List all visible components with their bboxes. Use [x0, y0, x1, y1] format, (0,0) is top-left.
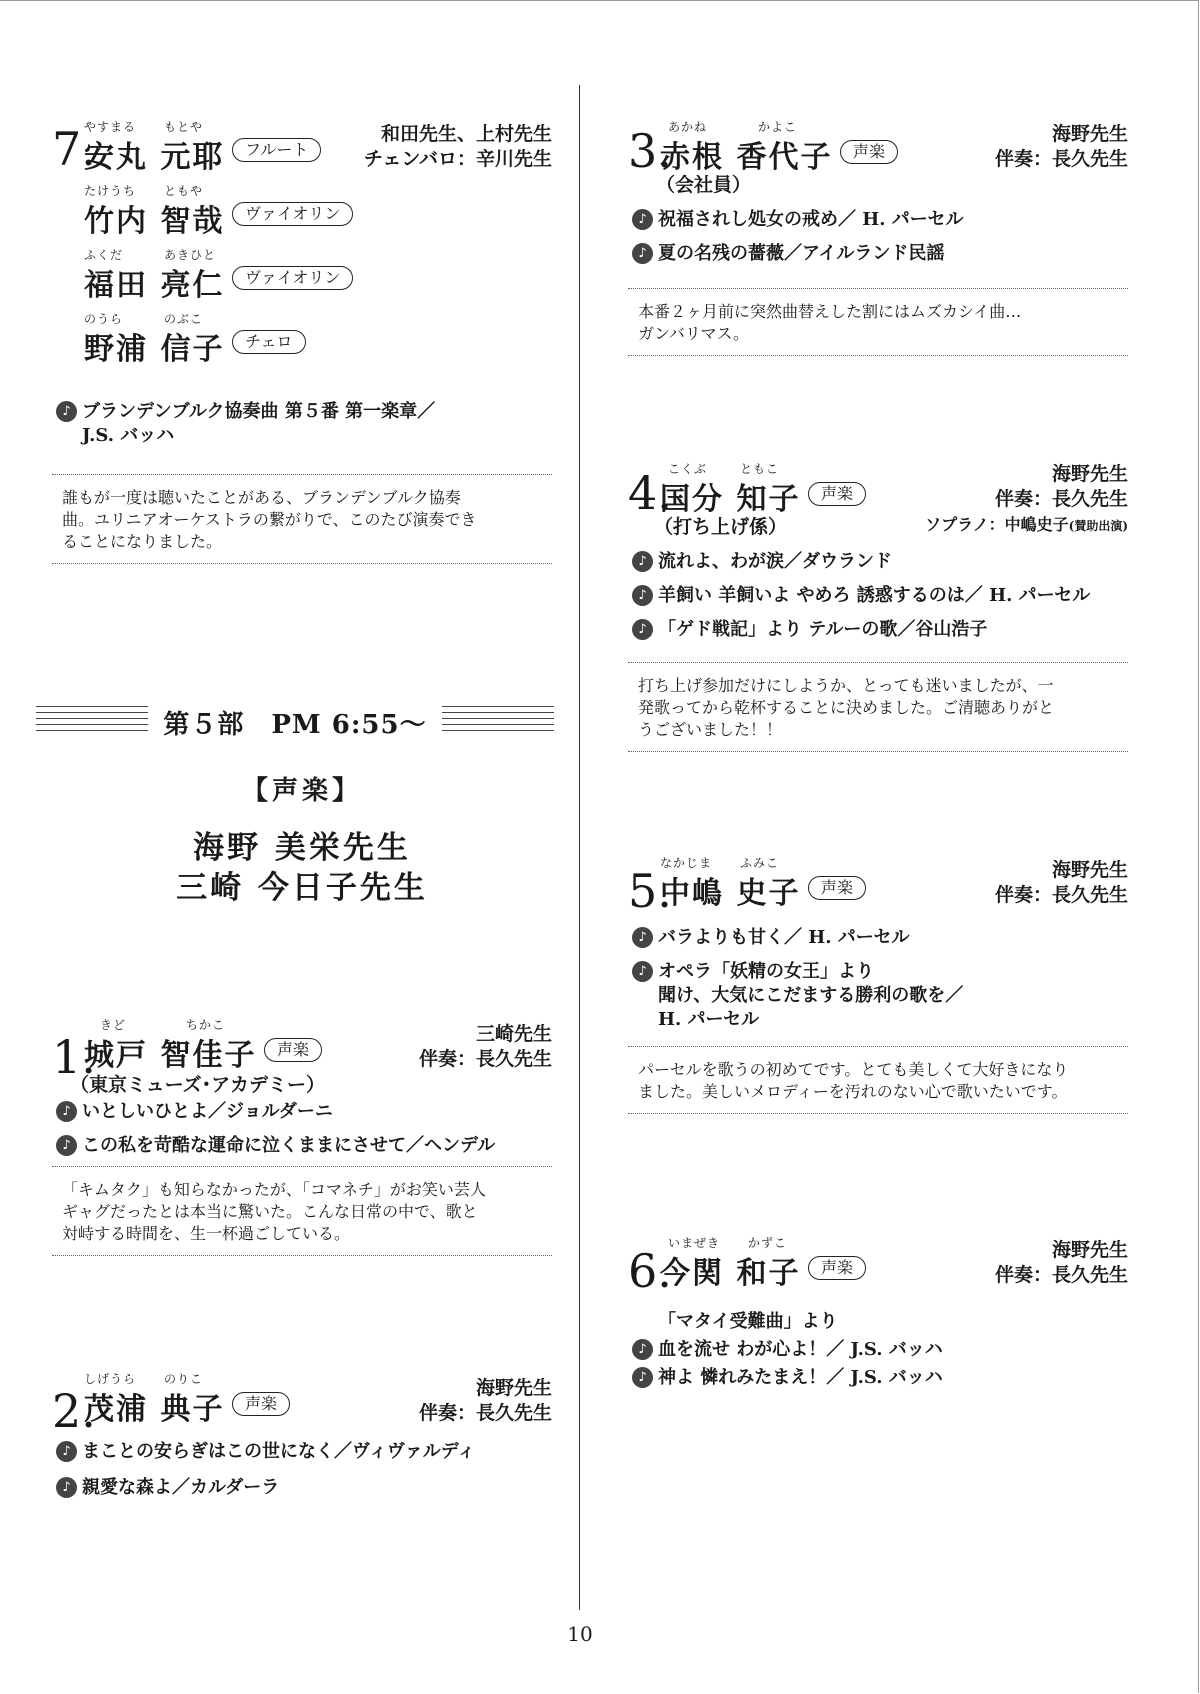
performance-number: 3. — [628, 124, 672, 178]
performer-name: 安丸 元耶 — [84, 140, 225, 175]
note-icon: ♪ — [632, 961, 653, 982]
note-icon: ♪ — [56, 401, 77, 422]
performer-name: 野浦 信子 — [84, 332, 225, 367]
song-list — [56, 1100, 495, 1168]
song-item-continued: J.S. バッハ — [82, 425, 175, 446]
teacher-info: 三崎先生 伴奏：長久先生 — [418, 1023, 552, 1070]
part-header — [36, 700, 554, 744]
instrument-badge: 声楽 — [232, 1392, 290, 1416]
song-item: ♪ まことの安らぎはこの世になく／ヴィヴァルディ — [56, 1440, 475, 1464]
section-teacher-2: 三崎 今日子先生 — [176, 870, 428, 906]
note-icon: ♪ — [632, 551, 653, 572]
section-label: 【声楽】 — [241, 776, 362, 806]
instrument-badge: 声楽 — [840, 140, 898, 164]
song-item: ♪ 血を流せ わが心よ！／ J.S. バッハ — [632, 1338, 943, 1362]
performance-number: 5. — [628, 864, 672, 918]
note-icon: ♪ — [56, 1135, 77, 1156]
performer-comment: 本番２ヶ月前に突然曲替えした割にはムズカシイ曲… ガンバリマス。 — [628, 288, 1128, 356]
part-title: 第５部 PM 6:55～ — [163, 710, 427, 740]
song-item: ♪ 流れよ、わが涙／ダウランド — [632, 550, 1090, 574]
song-list — [632, 1310, 943, 1400]
teacher-info: 海野先生 伴奏：長久先生 — [994, 859, 1128, 906]
affiliation: （東京ミューズ･アカデミー） — [70, 1074, 325, 1096]
affiliation: （会社員） — [656, 174, 752, 196]
performer-name: 国分 知子 — [660, 482, 801, 517]
note-icon: ♪ — [632, 927, 653, 948]
performer-comment: 誰もが一度は聴いたことがある、ブランデンブルク協奏 曲。ユリニアオーケストラの繋がりで、このたび演奏でき ることになりました。 — [52, 474, 552, 564]
performer-name: 赤根 香代子 — [660, 140, 833, 175]
song-list — [632, 208, 963, 276]
performance-number: 1. — [52, 1030, 96, 1084]
song-item: ♪ オペラ「妖精の女王」より — [632, 960, 963, 984]
note-icon: ♪ — [56, 1477, 77, 1498]
note-icon: ♪ — [632, 585, 653, 606]
note-icon: ♪ — [56, 1441, 77, 1462]
teacher-info: 海野先生 伴奏：長久先生 — [994, 1239, 1128, 1286]
affiliation: （打ち上げ係） — [654, 516, 788, 538]
performance-number: 2. — [52, 1384, 96, 1438]
song-item: ♪ 羊飼い 羊飼いよ やめろ 誘惑するのは／ H. パーセル — [632, 584, 1090, 608]
instrument-badge: フルート — [232, 138, 321, 162]
song-item: ♪ 親愛な森よ／カルダーラ — [56, 1476, 475, 1500]
performer-comment: 「キムタク」も知らなかったが、「コマネチ」がお笑い芸人 ギャグだったとは本当に驚いた。こんな日常の中で、歌と 対峙する時間を、生一杯過ごしている。 — [52, 1166, 552, 1256]
song-list — [56, 400, 435, 452]
note-icon: ♪ — [56, 1101, 77, 1122]
teacher-info: 海野先生 伴奏：長久先生 — [994, 123, 1128, 170]
section-teacher-1: 海野 美栄先生 — [193, 830, 411, 866]
teacher-info: 海野先生 伴奏：長久先生 ソプラノ：中嶋史子(賛助出演) — [925, 463, 1128, 534]
song-item: ♪ 神よ 憐れみたまえ！／ J.S. バッハ — [632, 1366, 943, 1390]
song-item: ♪ 夏の名残の薔薇／アイルランド民謡 — [632, 242, 963, 266]
member-row: たけうち ともや 竹内 智哉 ヴァイオリン — [52, 182, 552, 246]
performance-number: 6. — [628, 1244, 672, 1298]
page-number: 10 — [567, 1622, 593, 1646]
note-icon: ♪ — [632, 243, 653, 264]
song-item: ♪ バラよりも甘く／ H. パーセル — [632, 926, 963, 950]
performer-name: 竹内 智哉 — [84, 204, 225, 239]
song-item: ♪ この私を苛酷な運命に泣くままにさせて／ヘンデル — [56, 1134, 495, 1158]
teacher-info: 海野先生 伴奏：長久先生 — [418, 1377, 552, 1424]
performer-name: 城戸 智佳子 — [84, 1038, 257, 1073]
note-icon: ♪ — [632, 209, 653, 230]
song-item: ♪ いとしいひとよ／ジョルダーニ — [56, 1100, 495, 1124]
note-icon: ♪ — [632, 1339, 653, 1360]
song-list — [56, 1440, 475, 1510]
column-divider — [579, 85, 580, 1610]
performer-name: 今関 和子 — [660, 1256, 801, 1291]
note-icon: ♪ — [632, 619, 653, 640]
performer-comment: 打ち上げ参加だけにしようか、とっても迷いましたが、一 発歌ってから乾杯することに決めました。ご清聴ありがと うございました！！ — [628, 662, 1128, 752]
performer-name: 福田 亮仁 — [84, 268, 225, 303]
instrument-badge: 声楽 — [808, 482, 866, 506]
performer-name: 中嶋 史子 — [660, 876, 801, 911]
performance-number: 7. — [52, 122, 96, 176]
performer-name: 茂浦 典子 — [84, 1392, 225, 1427]
performer-comment: パーセルを歌うの初めてです。とても美しくて大好きになり ました。美しいメロディーを汚れのない心で歌いたいです。 — [628, 1046, 1128, 1114]
member-row: やすまる もとや 安丸 元耶 フルート — [52, 118, 552, 182]
performance-number: 4. — [628, 466, 672, 520]
member-row: のうら のぶこ 野浦 信子 チェロ — [52, 310, 552, 374]
note-icon: ♪ — [632, 1367, 653, 1388]
instrument-badge: ヴァイオリン — [232, 202, 353, 226]
instrument-badge: チェロ — [232, 330, 306, 354]
instrument-badge: 声楽 — [808, 1256, 866, 1280]
instrument-badge: ヴァイオリン — [232, 266, 353, 290]
work-title: 「マタイ受難曲」より — [658, 1311, 838, 1332]
performance-7 — [52, 118, 552, 551]
song-list: ♪ バラよりも甘く／ H. パーセル ♪ オペラ「妖精の女王」より 聞け、大気にこだまする勝利の歌を／ H. パーセル — [632, 926, 963, 1036]
song-item: ♪ 「ゲド戦記」より テルーの歌／谷山浩子 — [632, 618, 1090, 642]
song-item: ♪ 祝福されし処女の戒め／ H. パーセル — [632, 208, 963, 232]
member-row: ふくだ あきひと 福田 亮仁 ヴァイオリン — [52, 246, 552, 310]
song-item: ♪ ブランデンブルク協奏曲 第５番 第一楽章／ — [56, 400, 435, 424]
instrument-badge: 声楽 — [264, 1038, 322, 1062]
teacher-info: 和田先生、上村先生 チェンバロ：辛川先生 — [363, 123, 552, 170]
song-list — [632, 550, 1090, 652]
instrument-badge: 声楽 — [808, 876, 866, 900]
